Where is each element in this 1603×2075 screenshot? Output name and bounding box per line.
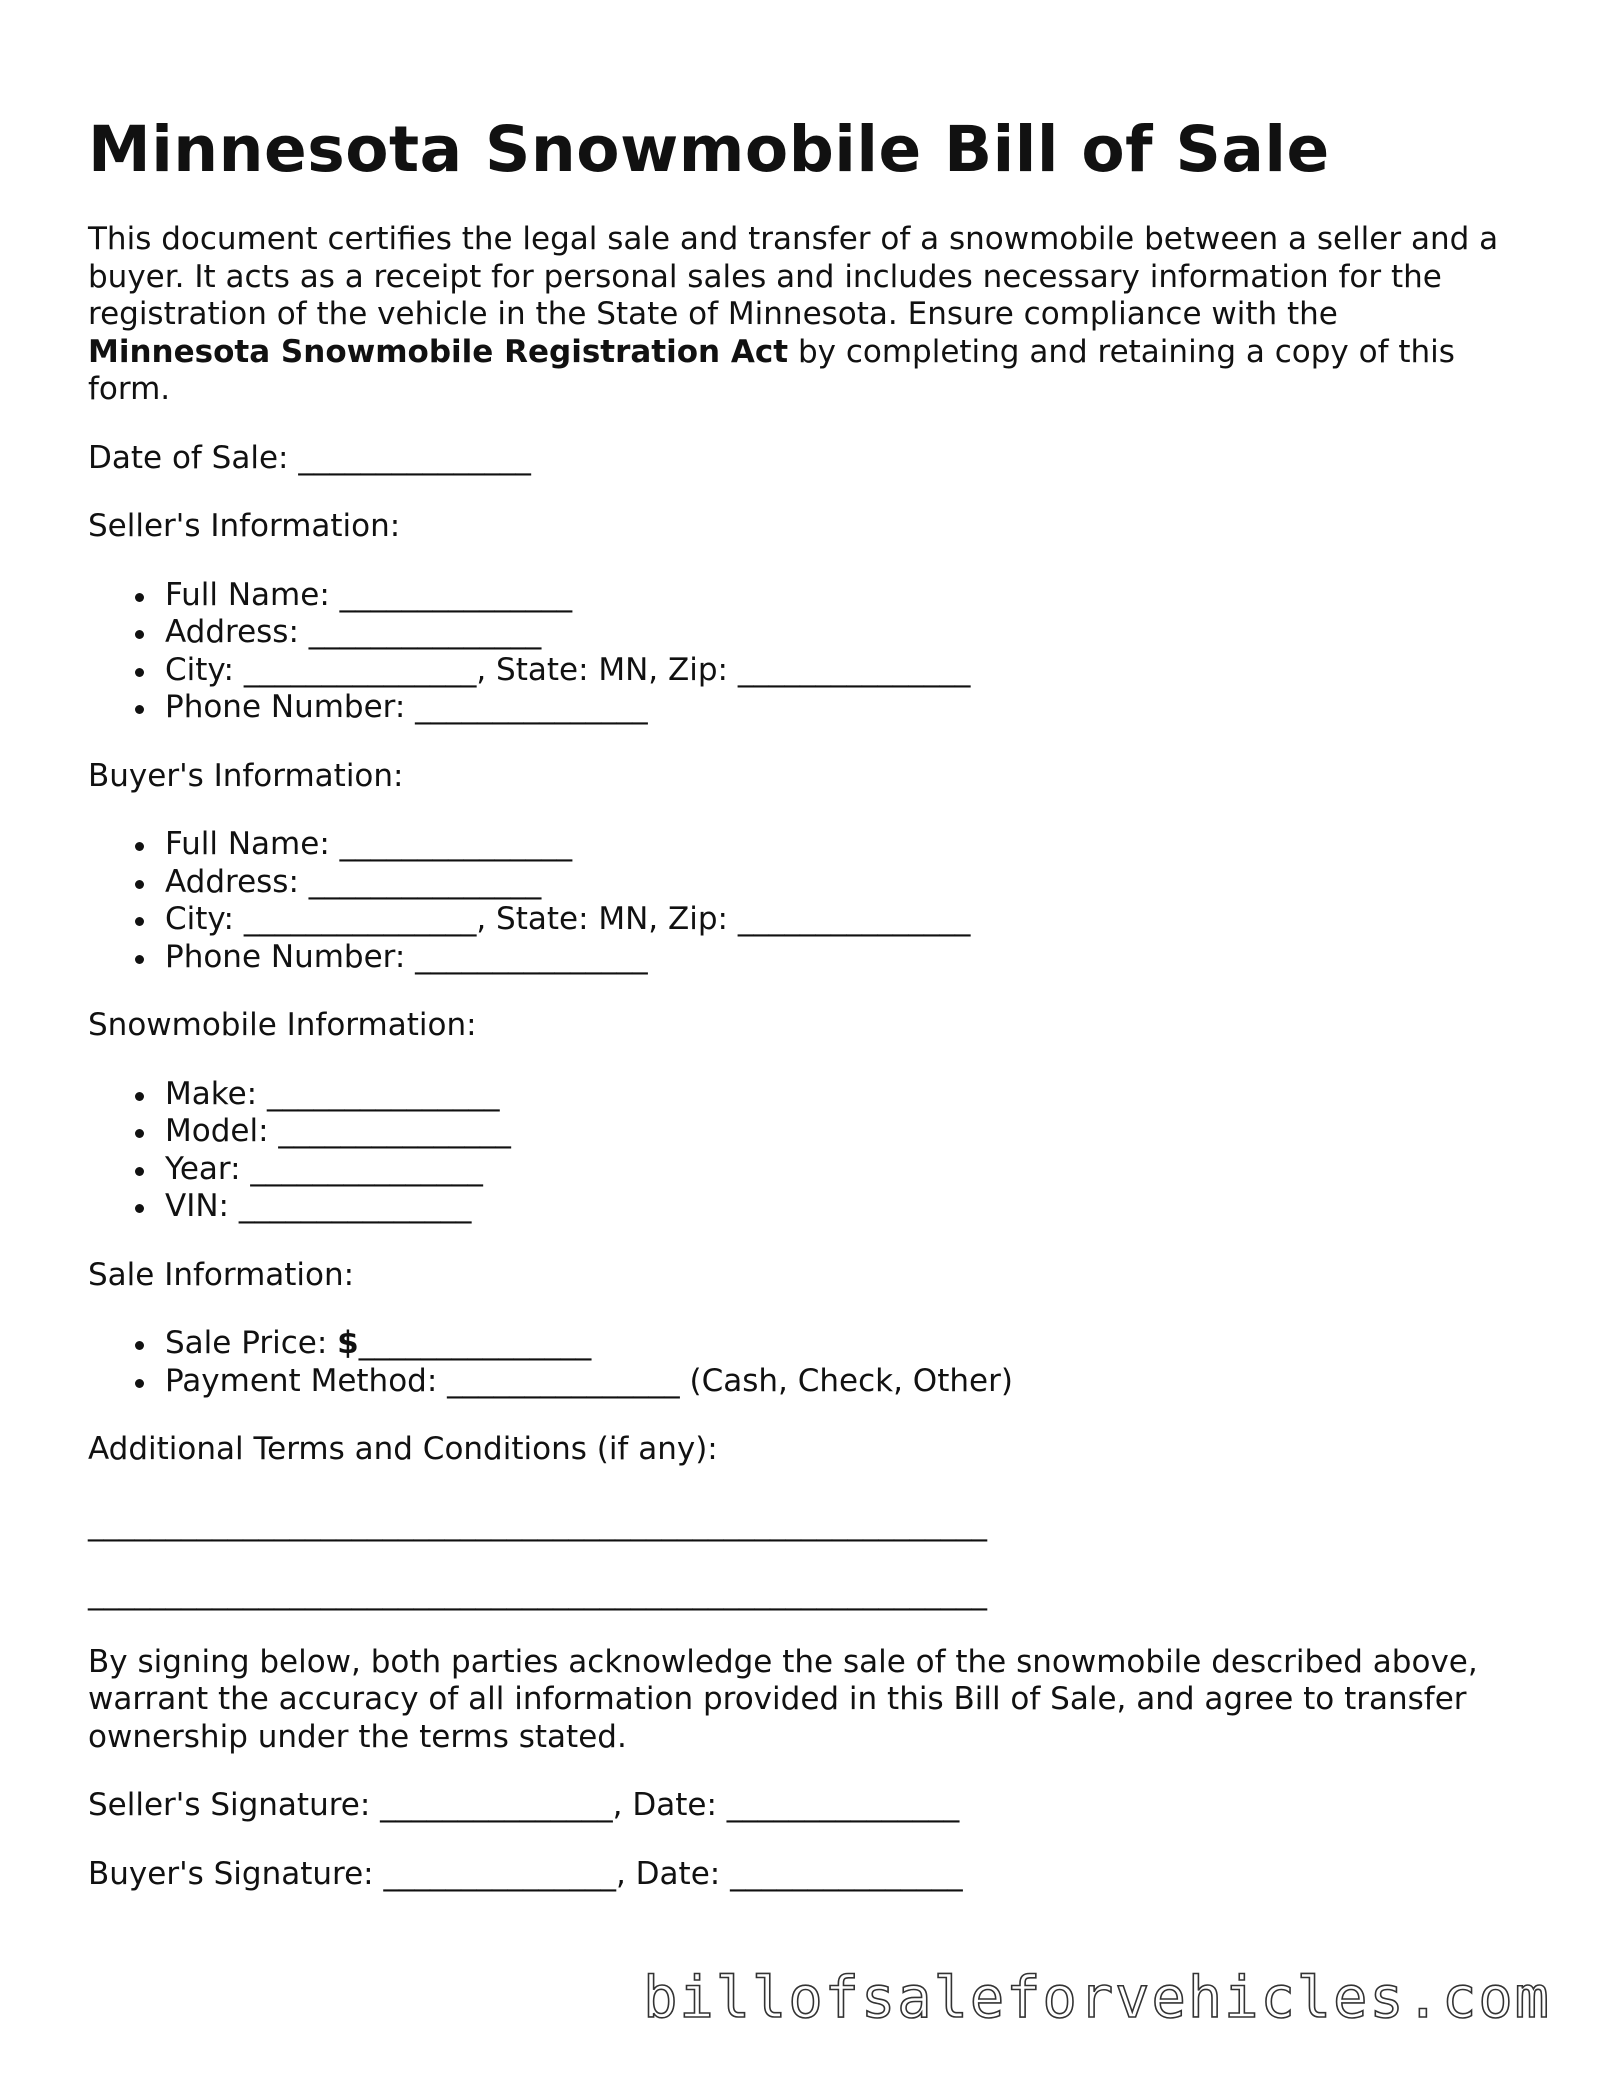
sale-info-list (88, 1325, 1528, 1400)
seller-date-blank[interactable]: _______________ (726, 1787, 960, 1823)
buyer-phone-blank[interactable]: _______________ (415, 938, 648, 975)
seller-phone-blank[interactable]: _______________ (415, 689, 648, 725)
document-title: Minnesota Snowmobile Bill of Sale (88, 113, 1330, 186)
buyer-phone-field: Phone Number: _______________ (165, 939, 1528, 977)
act-name: Minnesota Snowmobile Registration Act (88, 333, 789, 370)
date-of-sale-field: Date of Sale: _______________ (88, 439, 531, 476)
buyer-address-field: Address: _______________ (165, 864, 1528, 902)
buyer-full-name-blank[interactable]: _______________ (339, 826, 573, 862)
buyer-signature-blank[interactable]: _______________ (383, 1855, 616, 1892)
buyer-zip-blank[interactable]: _______________ (737, 901, 971, 937)
website-watermark: billofsaleforvehicles.com (643, 1965, 1551, 2031)
seller-address-blank[interactable]: _______________ (308, 614, 542, 650)
sale-price-blank[interactable]: _______________ (358, 1325, 592, 1361)
make-blank[interactable]: _______________ (266, 1075, 500, 1112)
seller-phone-field: Phone Number: _______________ (165, 689, 1528, 727)
acknowledgement-paragraph: By signing below, both parties acknowledge the sale of the snowmobile described above, warrant the accuracy of all information provided in this Bill of Sale, and agree to transfer ownership under the terms stated. (88, 1643, 1478, 1755)
buyer-address-blank[interactable]: _______________ (308, 863, 542, 900)
buyer-full-name-field: Full Name: _______________ (165, 826, 1528, 864)
model-field: Model: _______________ (165, 1113, 1528, 1151)
terms-line-2[interactable]: __________________________________________________________ (88, 1575, 987, 1611)
intro-paragraph: This document certifies the legal sale and transfer of a snowmobile between a seller and a buyer. It acts as a receipt for personal sales and includes necessary information for the registration of the vehicle in the State of Minnesota. Ensure compliance with the Minnesota Snowmobile Registration Act by completing and retaining a copy of this form. (88, 221, 1499, 407)
sale-heading: Sale Information: (88, 1256, 355, 1293)
currency-symbol: $ (337, 1325, 359, 1361)
seller-address-field: Address: _______________ (165, 614, 1528, 652)
terms-line-1[interactable]: __________________________________________________________ (88, 1505, 987, 1542)
seller-city-state-zip-field: City: _______________, State: MN, Zip: _______________ (165, 652, 1528, 690)
make-field: Make: _______________ (165, 1076, 1528, 1114)
payment-method-field: Payment Method: _______________ (Cash, Check, Other) (165, 1363, 1528, 1401)
year-blank[interactable]: _______________ (250, 1150, 483, 1187)
seller-signature-field: Seller's Signature: _______________, Date: _______________ (88, 1787, 960, 1823)
buyer-heading: Buyer's Information: (88, 757, 404, 794)
snowmobile-info-list (88, 1076, 1528, 1226)
buyer-info-list (88, 826, 1528, 976)
document-page (88, 112, 1528, 1893)
vin-field: VIN: _______________ (165, 1188, 1528, 1226)
date-of-sale-blank[interactable]: _______________ (298, 439, 531, 476)
seller-heading: Seller's Information: (88, 508, 401, 544)
seller-full-name-blank[interactable]: _______________ (339, 576, 573, 613)
seller-signature-blank[interactable]: _______________ (380, 1787, 613, 1823)
seller-full-name-field: Full Name: _______________ (165, 577, 1528, 615)
seller-zip-blank[interactable]: _______________ (737, 651, 971, 688)
seller-info-list (88, 577, 1528, 727)
snowmobile-heading: Snowmobile Information: (88, 1007, 477, 1043)
model-blank[interactable]: _______________ (278, 1113, 511, 1149)
buyer-signature-field: Buyer's Signature: _______________, Date: _______________ (88, 1855, 963, 1892)
payment-method-blank[interactable]: _______________ (447, 1362, 680, 1399)
buyer-city-state-zip-field: City: _______________, State: MN, Zip: _______________ (165, 901, 1528, 939)
vin-blank[interactable]: _______________ (238, 1188, 472, 1224)
year-field: Year: _______________ (165, 1151, 1528, 1189)
terms-heading: Additional Terms and Conditions (if any): (88, 1431, 718, 1467)
buyer-date-blank[interactable]: _______________ (730, 1855, 963, 1892)
sale-price-field: Sale Price: $_______________ (165, 1325, 1528, 1363)
seller-city-blank[interactable]: _______________ (243, 651, 477, 688)
buyer-city-blank[interactable]: _______________ (243, 901, 477, 937)
